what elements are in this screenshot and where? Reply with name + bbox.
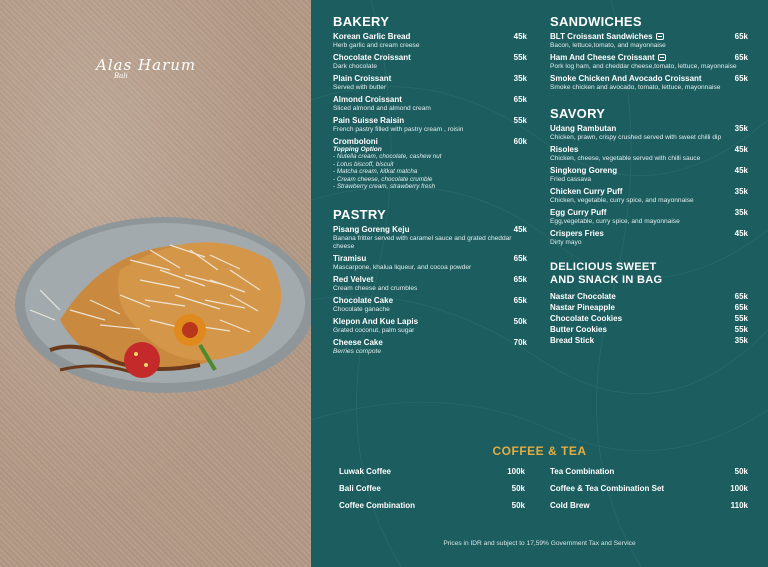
item-name: Korean Garlic Bread: [333, 32, 411, 41]
item-name: Ham And Cheese Croissant: [550, 53, 655, 62]
menu-item: [333, 296, 527, 314]
item-name: Cheese Cake: [333, 337, 383, 347]
item-name: Chocolate Cookies: [550, 314, 623, 323]
item-desc: Sliced almond and almond cream: [333, 105, 431, 112]
item-name: Egg Curry Puff: [550, 208, 607, 217]
item-desc: Chocolate ganache: [333, 305, 390, 313]
item-price: 45k: [734, 229, 748, 238]
item-name: BLT Croissant Sandwiches: [550, 32, 653, 41]
item-desc: Egg,vegetable, curry spice, and mayonnaise: [550, 218, 680, 225]
bakery-title: BAKERY: [333, 14, 390, 29]
topping-option: - Matcha cream, kitkat matcha: [333, 168, 418, 176]
item-price: 35k: [513, 74, 527, 83]
item-desc: Herb garlic and cream creese: [333, 42, 420, 49]
sweet-title-line1: DELICIOUS SWEET: [550, 261, 657, 273]
item-name: Chocolate Cake: [333, 295, 394, 305]
topping-option: - Lotus biscoff, biscuit: [333, 160, 394, 168]
menu-item: [333, 53, 527, 71]
item-price: 65k: [734, 74, 748, 83]
item-price: 65k: [734, 32, 748, 41]
menu-item: [550, 292, 748, 301]
item-price: 70k: [513, 337, 527, 347]
menu-item: [333, 317, 527, 335]
item-name: Bali Coffee: [339, 484, 381, 493]
item-price: 65k: [734, 303, 748, 312]
sandwiches-title: SANDWICHES: [550, 14, 642, 29]
item-desc: French pastry filled with pastry cream , roisin: [333, 126, 464, 133]
item-price: 45k: [734, 166, 748, 175]
topping-option: - Nutella cream, chocolate, cashew nut: [333, 153, 442, 160]
item-desc: Pork log ham, and cheddar cheese,tomato, lettuce, mayonnaise: [550, 63, 737, 70]
non-halal-icon: [658, 54, 666, 61]
menu-item: [550, 187, 748, 205]
item-desc: Mascarpone, khalua liqueur, and cocoa powder: [333, 263, 472, 271]
item-name: Tiramisu: [333, 253, 367, 263]
item-price: 65k: [513, 253, 527, 263]
item-name: Udang Rambutan: [550, 124, 617, 133]
item-desc: Chicken, prawn, crispy crushed served with sweet chilli dip: [550, 134, 722, 141]
item-desc: Grated coconut, palm sugar: [333, 326, 415, 334]
coffee-title: COFFEE & TEA: [492, 444, 587, 458]
item-price: 60k: [513, 137, 527, 146]
item-price: 35k: [734, 124, 748, 133]
menu-item: [550, 303, 748, 312]
item-name: Chocolate Croissant: [333, 53, 411, 62]
item-name: Bread Stick: [550, 336, 595, 345]
item-name: Nastar Pineapple: [550, 303, 615, 312]
menu-item: [550, 314, 748, 323]
item-name: Plain Croissant: [333, 74, 392, 83]
item-name: Chicken Curry Puff: [550, 187, 623, 196]
coffee-item: [550, 484, 748, 493]
menu-item: [550, 74, 748, 92]
item-price: 100k: [730, 484, 748, 493]
item-name: Cold Brew: [550, 501, 590, 510]
item-price: 65k: [734, 53, 748, 62]
item-name: Risoles: [550, 145, 579, 154]
plate-illustration: [0, 200, 311, 440]
item-name: Nastar Chocolate: [550, 292, 616, 301]
item-name: Almond Croissant: [333, 95, 402, 104]
item-price: 35k: [734, 187, 748, 196]
item-price: 55k: [513, 116, 527, 125]
item-desc: Dirty mayo: [550, 239, 582, 246]
item-price: 45k: [734, 145, 748, 154]
item-price: 65k: [513, 95, 527, 104]
sweet-title: [550, 261, 748, 287]
menu-item: [550, 325, 748, 334]
menu-column-left: [333, 14, 527, 359]
menu-item: [550, 53, 748, 71]
menu-column-right: [550, 14, 748, 347]
menu-item: [333, 225, 527, 251]
item-desc: Banana fritter served with caramel sauce and grated cheddar cheese: [333, 234, 512, 250]
topping-option: - Cream cheese, chocolate crumble: [333, 175, 433, 183]
menu-item: [333, 95, 527, 113]
item-desc: Chicken, cheese, vegetable served with chilli sauce: [550, 155, 701, 162]
coffee-item: [339, 484, 525, 493]
coffee-item: [339, 501, 525, 510]
pastry-title: PASTRY: [333, 206, 387, 222]
food-photo: [0, 0, 311, 567]
menu-item: [550, 166, 748, 184]
item-desc: Berries compote: [333, 347, 382, 355]
menu-item: [550, 208, 748, 226]
item-name: Klepon And Kue Lapis: [333, 316, 419, 326]
brand-location: Bali: [114, 72, 128, 80]
non-halal-icon: [656, 33, 664, 40]
menu-item: [550, 145, 748, 163]
menu-item: [333, 254, 527, 272]
savory-title: SAVORY: [550, 106, 606, 121]
item-price: 50k: [734, 467, 748, 476]
item-price: 45k: [513, 224, 527, 234]
tax-footnote: Prices in IDR and subject to 17,59% Government Tax and Service: [443, 540, 636, 547]
menu-item: [333, 116, 527, 134]
item-price: 50k: [513, 316, 527, 326]
menu-item: [550, 32, 748, 50]
item-name: Tea Combination: [550, 467, 615, 476]
item-name: Singkong Goreng: [550, 166, 618, 175]
item-name: Pain Suisse Raisin: [333, 116, 405, 125]
coffee-column-right: [550, 467, 748, 518]
menu-item: [550, 124, 748, 142]
item-desc: Served with butter: [333, 84, 387, 91]
topping-option: - Strawberry cream, strawberry fresh: [333, 183, 436, 191]
brand-logo: [96, 56, 196, 80]
menu-item: [333, 275, 527, 293]
menu-panel: [311, 0, 768, 567]
item-price: 110k: [730, 501, 748, 510]
coffee-item: [339, 467, 525, 476]
item-price: 50k: [511, 484, 525, 493]
sweet-title-line2: AND SNACK IN BAG: [550, 274, 663, 286]
topping-label: Topping Option: [333, 146, 382, 153]
item-price: 55k: [734, 314, 748, 323]
menu-item: [333, 338, 527, 356]
item-desc: Chicken, vegetable, curry spice, and mayonnaise: [550, 197, 694, 204]
item-price: 55k: [734, 325, 748, 334]
item-name: Butter Cookies: [550, 325, 607, 334]
item-price: 65k: [734, 292, 748, 301]
item-price: 65k: [513, 274, 527, 284]
item-desc: Dark chocolate: [333, 63, 377, 70]
menu-item: [333, 74, 527, 92]
item-name: Luwak Coffee: [339, 467, 392, 476]
item-desc: Bacon, lettuce,tomato, and mayonnaise: [550, 42, 666, 49]
coffee-column-left: [339, 467, 525, 518]
item-desc: Smoke chicken and avocado, tomato, lettuce, mayonnaise: [550, 84, 721, 91]
item-desc: Cream cheese and crumbles: [333, 284, 418, 292]
item-price: 35k: [734, 208, 748, 217]
item-price: 100k: [507, 467, 525, 476]
item-name: Crispers Fries: [550, 229, 604, 238]
item-name: Coffee Combination: [339, 501, 415, 510]
item-price: 65k: [513, 295, 527, 305]
item-name: Pisang Goreng Keju: [333, 224, 410, 234]
item-name: Cromboloni: [333, 137, 378, 146]
coffee-item: [550, 501, 748, 510]
item-price: 55k: [513, 53, 527, 62]
item-desc: Fried cassava: [550, 176, 592, 183]
item-price: 45k: [513, 32, 527, 41]
item-name: Red Velvet: [333, 274, 374, 284]
item-name: Smoke Chicken And Avocado Croissant: [550, 74, 702, 83]
item-price: 50k: [511, 501, 525, 510]
menu-item: [550, 336, 748, 345]
menu-item: [550, 229, 748, 247]
coffee-item: [550, 467, 748, 476]
item-name: Coffee & Tea Combination Set: [550, 484, 665, 493]
menu-item-cromboloni: [333, 137, 527, 191]
item-price: 35k: [734, 336, 748, 345]
brand-name: Alas Harum: [96, 56, 197, 74]
menu-item: [333, 32, 527, 50]
